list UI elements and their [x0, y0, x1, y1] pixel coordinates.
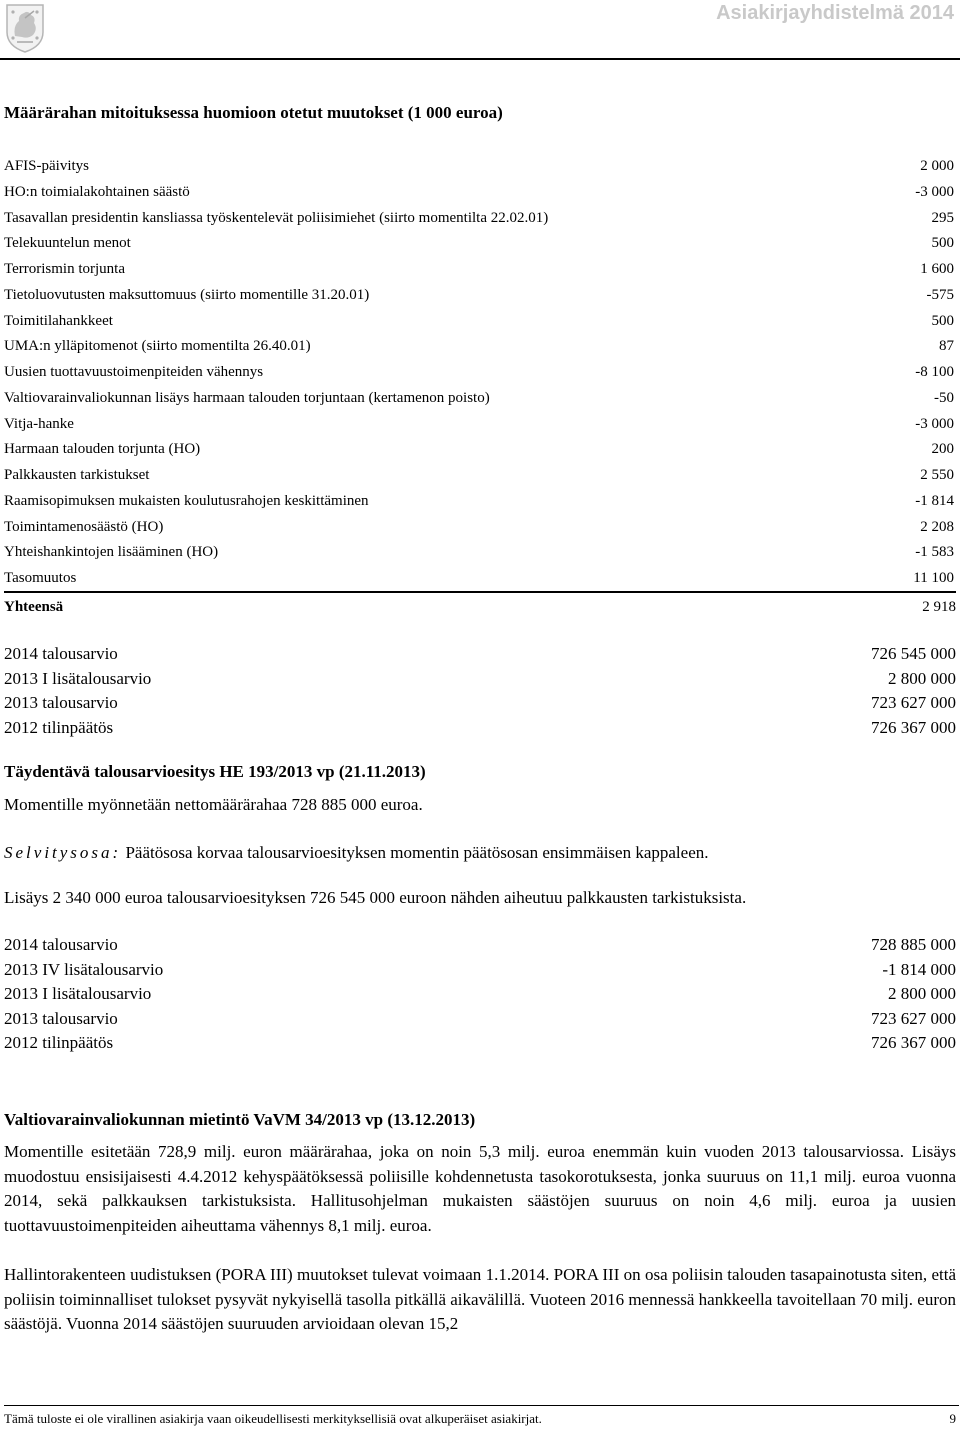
change-row-value: -50 — [934, 389, 954, 406]
budget-row — [4, 642, 956, 667]
budget-row-label: 2013 I lisätalousarvio — [4, 668, 152, 688]
budget-row-label: 2013 talousarvio — [4, 693, 118, 712]
change-row — [4, 360, 954, 386]
change-row-label: Palkkausten tarkistukset — [4, 467, 150, 483]
change-row-value: -3 000 — [915, 183, 954, 200]
paragraph-committee-2: Hallintorakenteen uudistuksen (PORA III) muutokset tulevat voimaan 1.1.2014. PORA III on osa poliisin talouden tasapainotusta siten, että poliisin toiminnalliset tulokset pysyvät nykyisellä tasolla pitkällä aikavälillä. Vuoteen 2016 mennessä hankkeella tavoitellaan 70 milj. euron säästöjä. Vuonna 2014 säästöjen suuruuden arvioidaan olevan 15,2 — [4, 1265, 956, 1334]
change-row-label: UMA:n ylläpitomenot (siirto momentilta 26.40.01) — [4, 338, 311, 355]
change-row-value: -1 814 — [915, 492, 954, 509]
budget-row-label: 2012 tilinpäätös — [4, 1033, 114, 1052]
change-row-label: Tietoluovutusten maksuttomuus (siirto momentille 31.20.01) — [4, 286, 370, 303]
paragraph-committee-1: Momentille esitetään 728,9 milj. euron määrärahaa, joka on noin 5,3 milj. euroa enemmän kuin vuoden 2013 talousarviossa. Lisäys muodostuu ensisijaisesti 4.4.2012 kehyspäätöksessä poliisille kohdennetusta tasokorotuksesta, jonka suuruus on 11,1 milj. euroa vuonna 2014, sekä palkkauksen tarkistuksista. Hallitusohjelman mukaisten säästöjen suuruus on noin 4,6 milj. euroa ja uusien tuottavuustoimenpiteiden aiheuttama vähennys 8,1 milj. euroa. — [4, 1142, 956, 1236]
budget-row-value: 728 885 000 — [871, 935, 956, 954]
change-row-value: 200 — [931, 441, 954, 458]
page-number: 9 — [949, 1411, 956, 1426]
budget-row — [4, 1007, 956, 1032]
budget-row — [4, 1031, 956, 1056]
change-row — [4, 154, 954, 180]
change-row-value: 87 — [939, 338, 954, 355]
change-row — [4, 231, 954, 257]
change-row — [4, 412, 954, 438]
footer — [4, 1411, 956, 1427]
change-row — [4, 386, 954, 412]
change-row-value: 11 100 — [913, 570, 954, 586]
budget-summary-table-1 — [4, 642, 956, 740]
change-row-label: Yhteishankintojen lisääminen (HO) — [4, 544, 219, 561]
change-row-value: -8 100 — [915, 364, 954, 380]
budget-row-value: 726 545 000 — [871, 644, 956, 663]
change-row — [4, 566, 954, 592]
change-row-value: 500 — [931, 235, 954, 252]
budget-row-value: 723 627 000 — [871, 693, 956, 712]
budget-row-value: 726 367 000 — [871, 717, 956, 737]
change-row-label: Toimitilahankkeet — [4, 312, 113, 329]
change-row-label: HO:n toimialakohtainen säästö — [4, 183, 190, 200]
change-row — [4, 206, 954, 232]
change-row-value: 500 — [931, 312, 954, 329]
paragraph-explanation — [4, 841, 956, 866]
budget-row — [4, 982, 956, 1007]
header-divider — [0, 58, 960, 60]
change-row — [4, 334, 954, 360]
paragraph-net-appropriation: Momentille myönnetään nettomäärärahaa 728 885 000 euroa. — [4, 795, 423, 814]
budget-row-label: 2014 talousarvio — [4, 935, 118, 954]
change-row — [4, 257, 954, 283]
budget-summary-table-2 — [4, 933, 956, 1056]
budget-row-label: 2013 IV lisätalousarvio — [4, 959, 164, 979]
section-heading-changes: Määrärahan mitoituksessa huomioon otetut muutokset (1 000 euroa) — [4, 103, 503, 122]
total-row-container — [4, 591, 956, 623]
change-row-label: Toimintamenosäästö (HO) — [4, 518, 164, 535]
total-row — [4, 593, 956, 621]
change-row — [4, 489, 954, 515]
budget-row-label: 2013 talousarvio — [4, 1008, 118, 1028]
budget-row-value: 2 800 000 — [888, 668, 956, 688]
change-row-value: 1 600 — [920, 261, 954, 277]
budget-row-label: 2012 tilinpäätös — [4, 717, 114, 737]
change-row-label: Tasomuutos — [4, 570, 77, 586]
change-row-label: Harmaan talouden torjunta (HO) — [4, 441, 201, 458]
change-row-label: AFIS-päivitys — [4, 158, 90, 174]
change-row-label: Raamisopimuksen mukaisten koulutusrahojen keskittäminen — [4, 492, 369, 509]
change-row-label: Vitja-hanke — [4, 415, 74, 432]
changes-table — [4, 154, 954, 592]
change-row-label: Valtiovarainvaliokunnan lisäys harmaan talouden torjuntaan (kertamenon poisto) — [4, 389, 490, 406]
budget-row-value: 723 627 000 — [871, 1008, 956, 1028]
change-row-value: -3 000 — [915, 415, 954, 432]
change-row-value: -575 — [926, 286, 954, 303]
change-row — [4, 515, 954, 541]
change-row — [4, 283, 954, 309]
finnish-lion-crest-icon — [4, 2, 46, 54]
budget-row — [4, 958, 956, 983]
budget-row-value: -1 814 000 — [882, 959, 956, 979]
change-row-label: Terrorismin torjunta — [4, 261, 126, 277]
change-row — [4, 309, 954, 335]
footer-note: Tämä tuloste ei ole virallinen asiakirja vaan oikeudellisesti merkityksellisiä ovat alkuperäiset asiakirjat. — [4, 1411, 542, 1426]
explanation-label: Selvitysosa: — [4, 843, 122, 862]
footer-divider — [4, 1405, 959, 1406]
document-brand-title: Asiakirjayhdistelmä 2014 — [716, 2, 954, 24]
change-row — [4, 180, 954, 206]
change-row — [4, 437, 954, 463]
total-label: Yhteensä — [4, 599, 64, 615]
budget-row-label: 2014 talousarvio — [4, 644, 118, 663]
paragraph-increase: Lisäys 2 340 000 euroa talousarvioesityksen 726 545 000 euroon nähden aiheutuu palkkausten tarkistuksista. — [4, 888, 747, 907]
budget-row — [4, 933, 956, 958]
change-row-value: 2 550 — [920, 467, 954, 483]
section-heading-committee-report: Valtiovarainvaliokunnan mietintö VaVM 34/2013 vp (13.12.2013) — [4, 1110, 476, 1129]
change-row-value: -1 583 — [915, 544, 954, 561]
change-row — [4, 463, 954, 489]
budget-row — [4, 667, 956, 692]
budget-row-value: 726 367 000 — [871, 1033, 956, 1052]
budget-row — [4, 716, 956, 741]
budget-row-value: 2 800 000 — [888, 984, 956, 1003]
section-heading-supplementary-budget: Täydentävä talousarvioesitys HE 193/2013 vp (21.11.2013) — [4, 762, 426, 781]
change-row-label: Uusien tuottavuustoimenpiteiden vähennys — [4, 364, 264, 380]
change-row-label: Telekuuntelun menot — [4, 235, 131, 252]
change-row-value: 2 208 — [920, 518, 954, 535]
budget-row-label: 2013 I lisätalousarvio — [4, 984, 152, 1003]
change-row-value: 2 000 — [920, 158, 954, 174]
budget-row — [4, 691, 956, 716]
total-value: 2 918 — [922, 599, 956, 615]
change-row-label: Tasavallan presidentin kansliassa työskentelevät poliisimiehet (siirto momentilta 22.02.01) — [4, 209, 549, 226]
explanation-text: Päätösosa korvaa talousarvioesityksen momentin päätösosan ensimmäisen kappaleen. — [121, 843, 709, 862]
change-row — [4, 540, 954, 566]
change-row-value: 295 — [931, 209, 954, 226]
